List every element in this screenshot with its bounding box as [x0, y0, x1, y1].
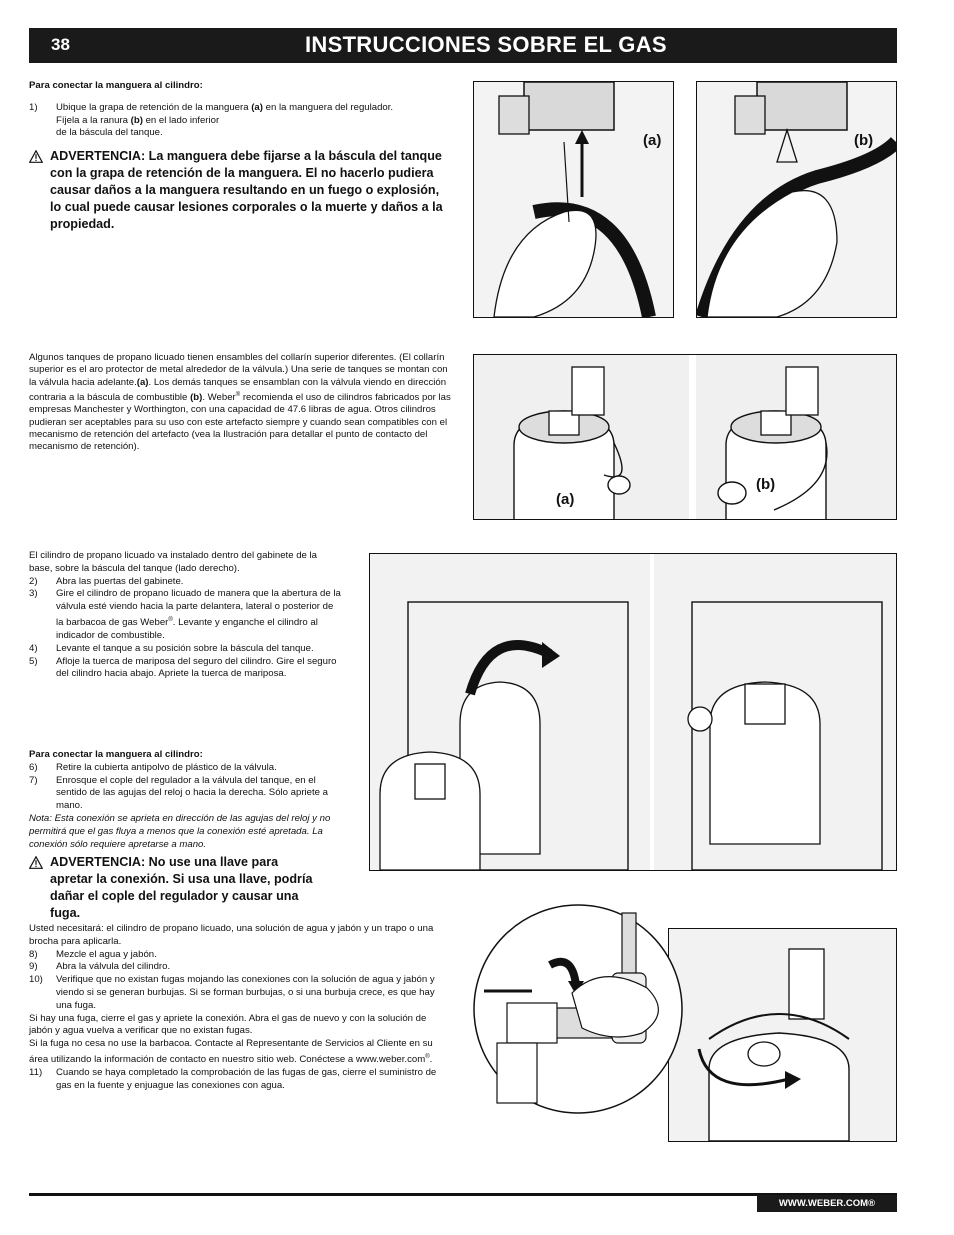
hose-clip-drawing-b [697, 82, 896, 317]
label-b: (b) [854, 132, 874, 149]
section4-text [29, 749, 343, 851]
label-a: (a) [643, 132, 662, 149]
hose-clip-illustration-a [473, 81, 674, 318]
hose-clip-illustration-b [696, 81, 897, 318]
cabinet-tank-illustration [369, 553, 897, 871]
section4-heading: Para conectar la manguera al cilindro: [29, 749, 203, 760]
label-a: (a) [556, 491, 575, 508]
step-1: 1) Ubique la grapa de retención de la manguera (a) en la manguera del regulador. Fíjela a la ranura (b) en el lado inferior de la báscula del tanque. [29, 101, 394, 139]
note: Nota: Esta conexión se aprieta en dirección de las agujas del reloj y no permitirá que el gas fluya a menos que la conexión esté apretada. La conexión sólo requiere apretarse a mano. [29, 812, 331, 850]
step-11: 11) Cuando se haya completado la comprobación de las fugas de gas, cierre el suministro de gas en la fuente y enjuague las conexiones con agua. [29, 1066, 437, 1091]
footer-url[interactable]: WWW.WEBER.COM® [757, 1195, 897, 1212]
step-8: 8) Mezcle el agua y jabón. [29, 948, 157, 960]
page-header [29, 28, 897, 63]
page-title: INSTRUCCIONES SOBRE EL GAS [305, 32, 667, 57]
section5-text: Usted necesitará: el cilindro de propano licuado, una solución de agua y jabón y un trapo o una brocha para aplicarla. 8) Mezcle el agua y jabón. 9) Abra la válvula del cilindro. 10) Verifique que no existan fugas mojando las conexiones con la solución de agua y jabón y viendo si se generan burbujas. Si se forman burbujas, o si una burbuja crece, es que hay una fuga. Si hay una fuga, cierre el gas y apriete la conexión. Abra el gas de nuevo y con la solución de jabón y agua vuelva a verificar que no existan fugas. Si la fuga no cesa no use la barbacoa. Contacte al Representante de Servicios al Cliente en su área utilizando la información de contacto en nuestro sitio web. Conéctese a www.weber.com®. 11) Cuando se haya completado la comprobación de las fugas de gas, cierre el suministro de gas en la fuente y enjuague las conexiones con agua. [29, 923, 449, 1093]
section3-text: El cilindro de propano licuado va instalado dentro del gabinete de la base, sobre la báscula del tanque (lado derecho). 2) Abra las puertas del gabinete. 3) Gire el cilindro de propano licuado de manera que la abertura de la válvula esté viendo hacia la parte delantera, lateral o posterior de la barbacoa de gas Weber®. Levante y enganche el cilindro al indicador de combustible. 4) Levante el tanque a su posición sobre la báscula del tanque. 5) Afloje la tuerca de mariposa del seguro del cilindro. Gire el seguro del cilindro hacia abajo. Apriete la tuerca de mariposa. [29, 550, 343, 681]
valve-closeup-illustration [472, 903, 684, 1115]
page-number: 38 [51, 35, 70, 54]
tank-collar-illustration [473, 354, 897, 520]
section1-heading: Para conectar la manguera al cilindro: [29, 80, 203, 91]
warning-2: ADVERTENCIA: No use una llave para apretar la conexión. Si usa una llave, podría dañar el cople del regulador y causar una fuga. [29, 854, 319, 922]
cabinet-tank-drawing [370, 554, 896, 870]
step-10: 10) Verifique que no existan fugas mojando las conexiones con la solución de agua y jabón y viendo si se generan burbujas. Si se forman burbujas, o si una burbuja crece, es que hay una fuga. [29, 974, 435, 1011]
section1-text [29, 80, 449, 140]
section2-text: Algunos tanques de propano licuado tienen ensambles del collarín superior diferentes. (El collarín superior es el aro protector de metal alrededor de la válvula.) Una serie de tanques se montan con la válvula hacia adelante.(a). Los demás tanques se ensamblan con la válvula viendo en dirección contraria a la báscula de combustible (b). Weber® recomienda el uso de cilindros fabricados por las empresas Manchester y Worthington, con una capacidad de 47.6 libras de agua. Otros cilindros pudieran ser aceptables para su uso con este artefacto siempre y cuando sean compatibles con el mecanismo de retención del artefacto (vea la Ilustración para detallar el punto de contacto del mecanismo de retención). [29, 352, 451, 453]
warning-1: ADVERTENCIA: La manguera debe fijarse a la báscula del tanque con la grapa de retención de la manguera. El no hacerlo pudiera causar daños a la manguera resultando en un fuego o explosión, lo cual puede causar lesiones corporales o la muerte y daños a la propiedad. [29, 148, 449, 233]
warning-icon [29, 150, 43, 163]
step-5: 5) Afloje la tuerca de mariposa del seguro del cilindro. Gire el seguro del cilindro hacia abajo. Apriete la tuerca de mariposa. [29, 655, 337, 680]
label-b: (b) [756, 476, 776, 493]
hose-clip-drawing-a [474, 82, 673, 317]
step-7: 7) Enrosque el cople del regulador a la válvula del tanque, en el sentido de las agujas del reloj o hacia la derecha. Sólo apriete a mano. [29, 774, 329, 812]
step-4: 4) Levante el tanque a su posición sobre la báscula del tanque. [29, 642, 314, 654]
tank-valve-drawing [669, 929, 896, 1141]
step-6: 6) Retire la cubierta antipolvo de plástico de la válvula. [29, 761, 277, 773]
tank-valve-illustration [668, 928, 897, 1142]
warning-icon [29, 856, 43, 869]
tank-collar-drawing [474, 355, 896, 519]
step-3: 3) Gire el cilindro de propano licuado de manera que la abertura de la válvula esté viendo hacia la parte delantera, lateral o posterior de la barbacoa de gas Weber®. Levante y enganche el cilindro al indicador de combustible. [29, 588, 341, 641]
step-9: 9) Abra la válvula del cilindro. [29, 961, 171, 973]
contact-paragraph: Si la fuga no cesa no use la barbacoa. Contacte al Representante de Servicios al Cliente en su área utilizando la información de contacto en nuestro sitio web. Conéctese a www.weber.com®. [29, 1038, 433, 1066]
step-2: 2) Abra las puertas del gabinete. [29, 575, 184, 587]
